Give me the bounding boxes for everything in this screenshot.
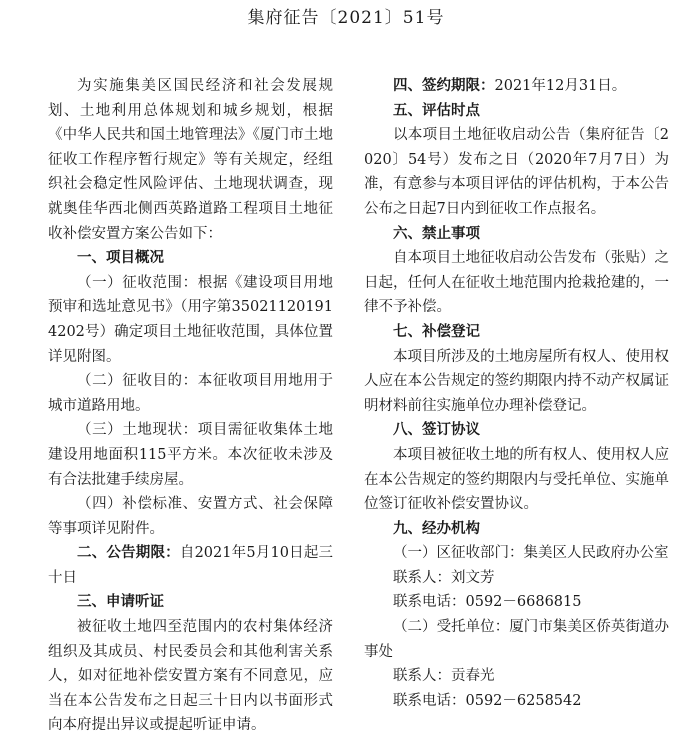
section-1-item-1: （一）征收范围：根据《建设项目用地预审和选址意见书》（用字第350211201914202号）确定项目土地征收范围，具体位置详见附图。 [48,274,333,365]
document-title: 集府征告〔2021〕51号 [247,8,445,28]
section-6-paragraph: 自本项目土地征收启动公告发布（张贴）之日起，任何人在征收土地范围内抢栽抢建的，一律不予补偿。 [364,250,669,316]
section-8-heading: 八、签订协议 [393,421,480,439]
section-9-contact-2: 联系人：贡春光 [393,668,495,685]
section-4-text: 2021年12月31日。 [494,78,627,94]
section-2-text: 自2021年5月10日起三十日 [48,545,334,586]
section-9-phone-1: 联系电话：0592－6686815 [393,594,582,611]
section-9-contact-1: 联系人：刘文芳 [393,569,495,586]
section-4-paragraph [364,74,669,99]
section-1-item-2: （二）征收目的：本征收项目用地用于城市道路用地。 [48,373,333,414]
section-9-item-2: （二）受托单位：厦门市集美区侨英街道办事处 [364,619,669,660]
section-9-heading: 九、经办机构 [393,519,480,537]
left-column [48,74,333,738]
section-1-item-4: （四）补偿标准、安置方式、社会保障等事项详见附件。 [48,496,333,537]
right-column [364,74,669,713]
section-4-label: 四、签约期限： [393,77,495,94]
section-9-phone-2: 联系电话：0592－6258542 [393,692,582,709]
section-6-heading: 六、禁止事项 [393,224,480,242]
section-5-paragraph: 以本项目土地征收启动公告（集府征告〔2020〕54号）发布之日（2020年7月7日）为准，有意参与本项目评估的评估机构，于本公告公布之日起7日内到征收工作点报名。 [364,127,669,217]
section-8-paragraph: 本项目被征收土地的所有权人、使用权人应在本公告规定的签约期限内与受托单位、实施单位签订征收补偿安置协议。 [364,446,669,513]
section-2-paragraph [48,541,333,590]
section-7-heading: 七、补偿登记 [393,322,480,340]
section-1-item-3: （三）土地现状：项目需征收集体土地建设用地面积115平方米。本次征收未涉及有合法批建手续房屋。 [48,422,333,488]
section-5-heading: 五、评估时点 [393,101,480,119]
section-3-heading: 三、申请听证 [77,593,164,611]
section-9-item-1: （一）区征收部门：集美区人民政府办公室 [393,545,669,562]
section-1-heading: 一、项目概况 [77,249,164,267]
section-2-label: 二、公告期限： [77,544,180,562]
intro-paragraph: 为实施集美区国民经济和社会发展规划、土地利用总体规划和城乡规划，根据《中华人民共和国土地管理法》《厦门市土地征收工作程序暂行规定》等有关规定，经组织社会稳定性风险评估、土地现状调查，现就奥佳华西北侧西英路道路工程项目土地征收补偿安置方案公告如下： [48,78,333,242]
section-3-paragraph: 被征收土地四至范围内的农村集体经济组织及其成员、村民委员会和其他利害关系人，如对征地补偿安置方案有不同意见，应当在本公告发布之日起三十日内以书面形式向本府提出异议或提起听证申请。 [48,619,333,734]
section-7-paragraph: 本项目所涉及的土地房屋所有权人、使用权人应在本公告规定的签约期限内持不动产权属证明材料前往实施单位办理补偿登记。 [364,348,669,414]
